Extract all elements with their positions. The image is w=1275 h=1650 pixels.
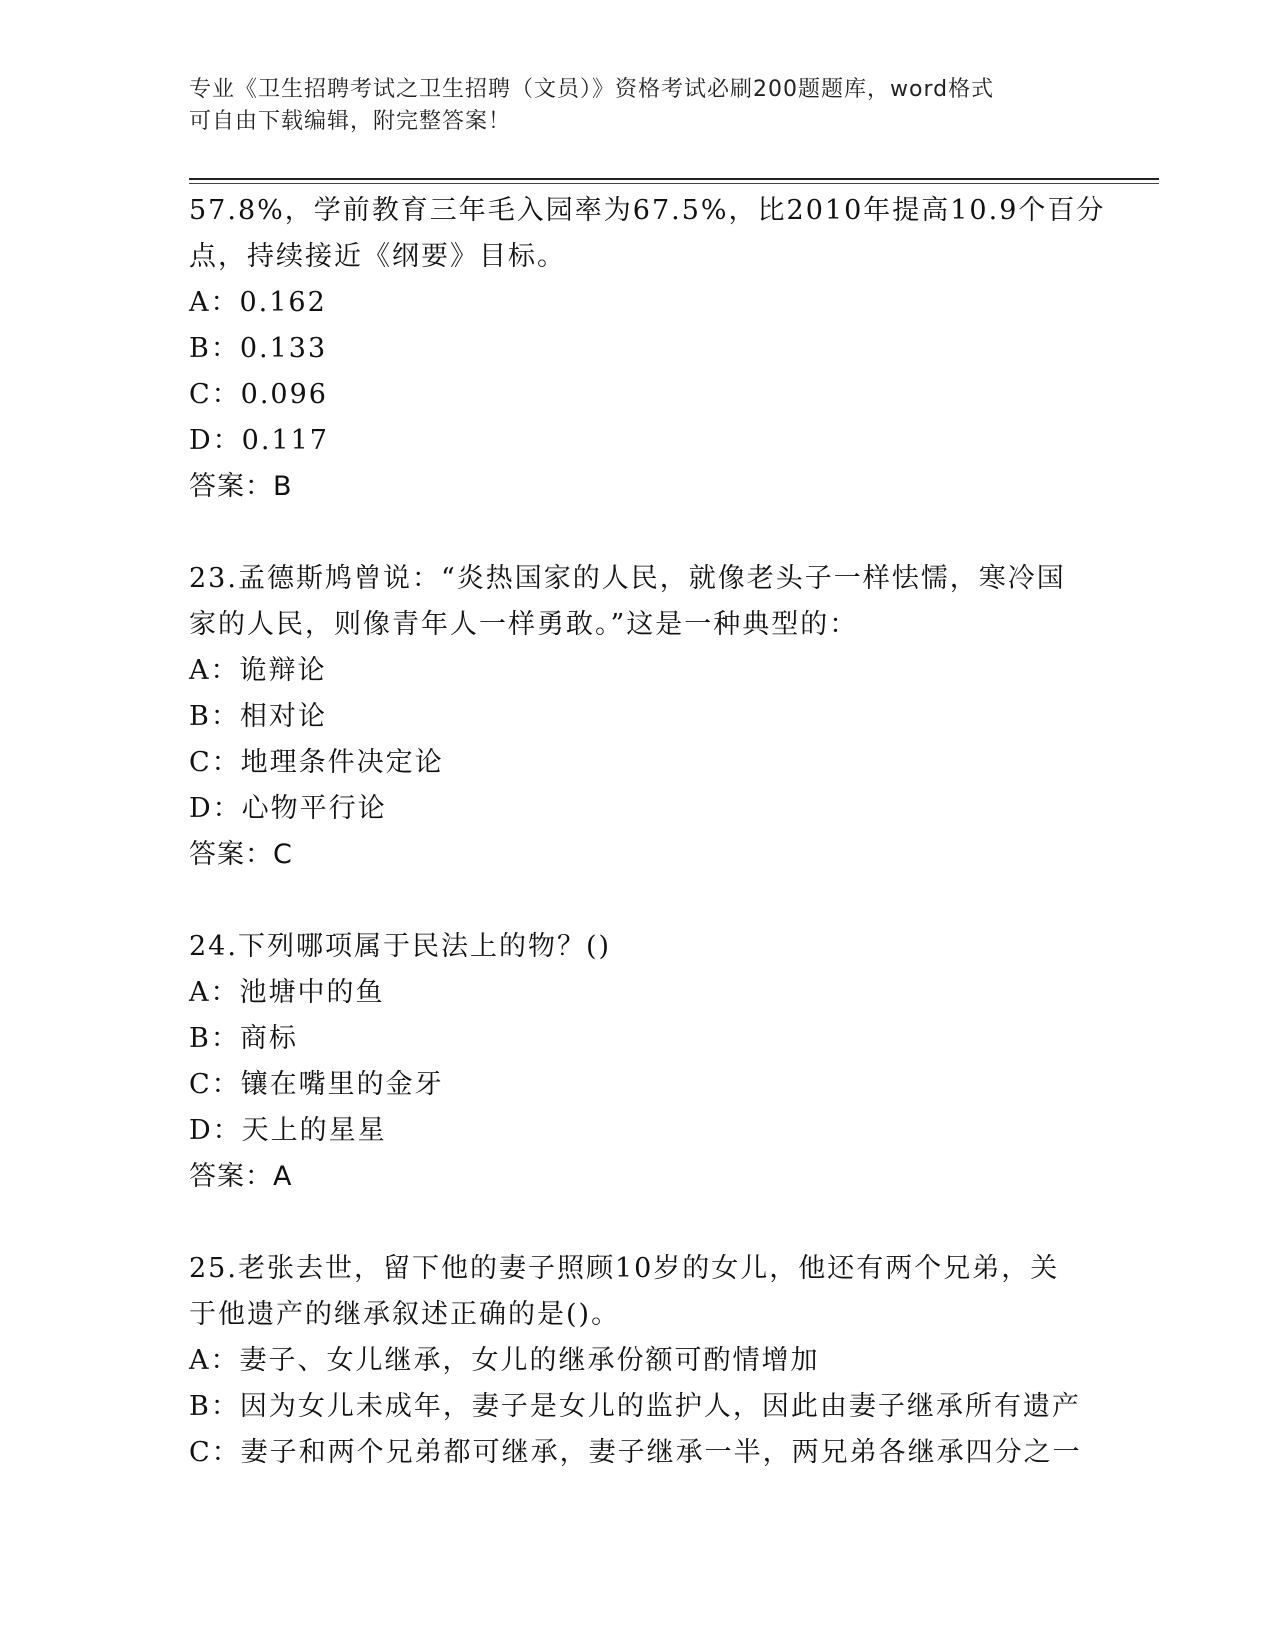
option-b: B：因为女儿未成年，妻子是女儿的监护人，因此由妻子继承所有遗产: [189, 1391, 1081, 1422]
question-block: [189, 556, 1089, 878]
question-block: [189, 1246, 1089, 1476]
question-block: [189, 924, 1089, 1200]
option-d: D：0.117: [189, 425, 329, 456]
option-a: A：诡辩论: [189, 655, 327, 686]
question-list: [189, 188, 1106, 1476]
option-c: C：妻子和两个兄弟都可继承，妻子继承一半，两兄弟各继承四分之一: [189, 1437, 1082, 1468]
option-a: A：妻子、女儿继承，女儿的继承份额可酌情增加: [189, 1345, 820, 1376]
question-text-line: 24.下列哪项属于民法上的物？(): [189, 931, 612, 962]
option-a: A：池塘中的鱼: [189, 977, 385, 1008]
option-c: C：0.096: [189, 379, 328, 410]
question-text-line: 家的人民，则像青年人一样勇敢。”这是一种典型的：: [189, 609, 859, 640]
answer-line: 答案：C: [189, 839, 293, 870]
question-text-line: 57.8%，学前教育三年毛入园率为67.5%，比2010年提高10.9个百分: [189, 195, 1106, 226]
page-header: [189, 74, 1069, 138]
option-b: B：商标: [189, 1023, 298, 1054]
option-d: D：天上的星星: [189, 1115, 387, 1146]
option-c: C：镶在嘴里的金牙: [189, 1069, 444, 1100]
option-b: B：相对论: [189, 701, 327, 732]
option-b: B：0.133: [189, 333, 328, 364]
answer-line: 答案：B: [189, 471, 293, 502]
question-text-line: 23.孟德斯鸠曾说：“炎热国家的人民，就像老头子一样怯懦，寒冷国: [189, 563, 1066, 594]
header-line-1: 专业《卫生招聘考试之卫生招聘（文员）》资格考试必刷200题题库，word格式: [189, 77, 995, 102]
option-c: C：地理条件决定论: [189, 747, 444, 778]
question-block: [189, 188, 1106, 510]
answer-line: 答案：A: [189, 1161, 293, 1192]
option-d: D：心物平行论: [189, 793, 387, 824]
header-divider-thick: [189, 178, 1159, 180]
option-a: A：0.162: [189, 287, 327, 318]
header-line-2: 可自由下载编辑，附完整答案！: [189, 109, 512, 134]
header-divider-thin: [189, 183, 1159, 184]
question-text-line: 于他遗产的继承叙述正确的是()。: [189, 1299, 621, 1330]
question-text-line: 点，持续接近《纲要》目标。: [189, 241, 566, 272]
question-text-line: 25.老张去世，留下他的妻子照顾10岁的女儿，他还有两个兄弟，关: [189, 1253, 1060, 1284]
